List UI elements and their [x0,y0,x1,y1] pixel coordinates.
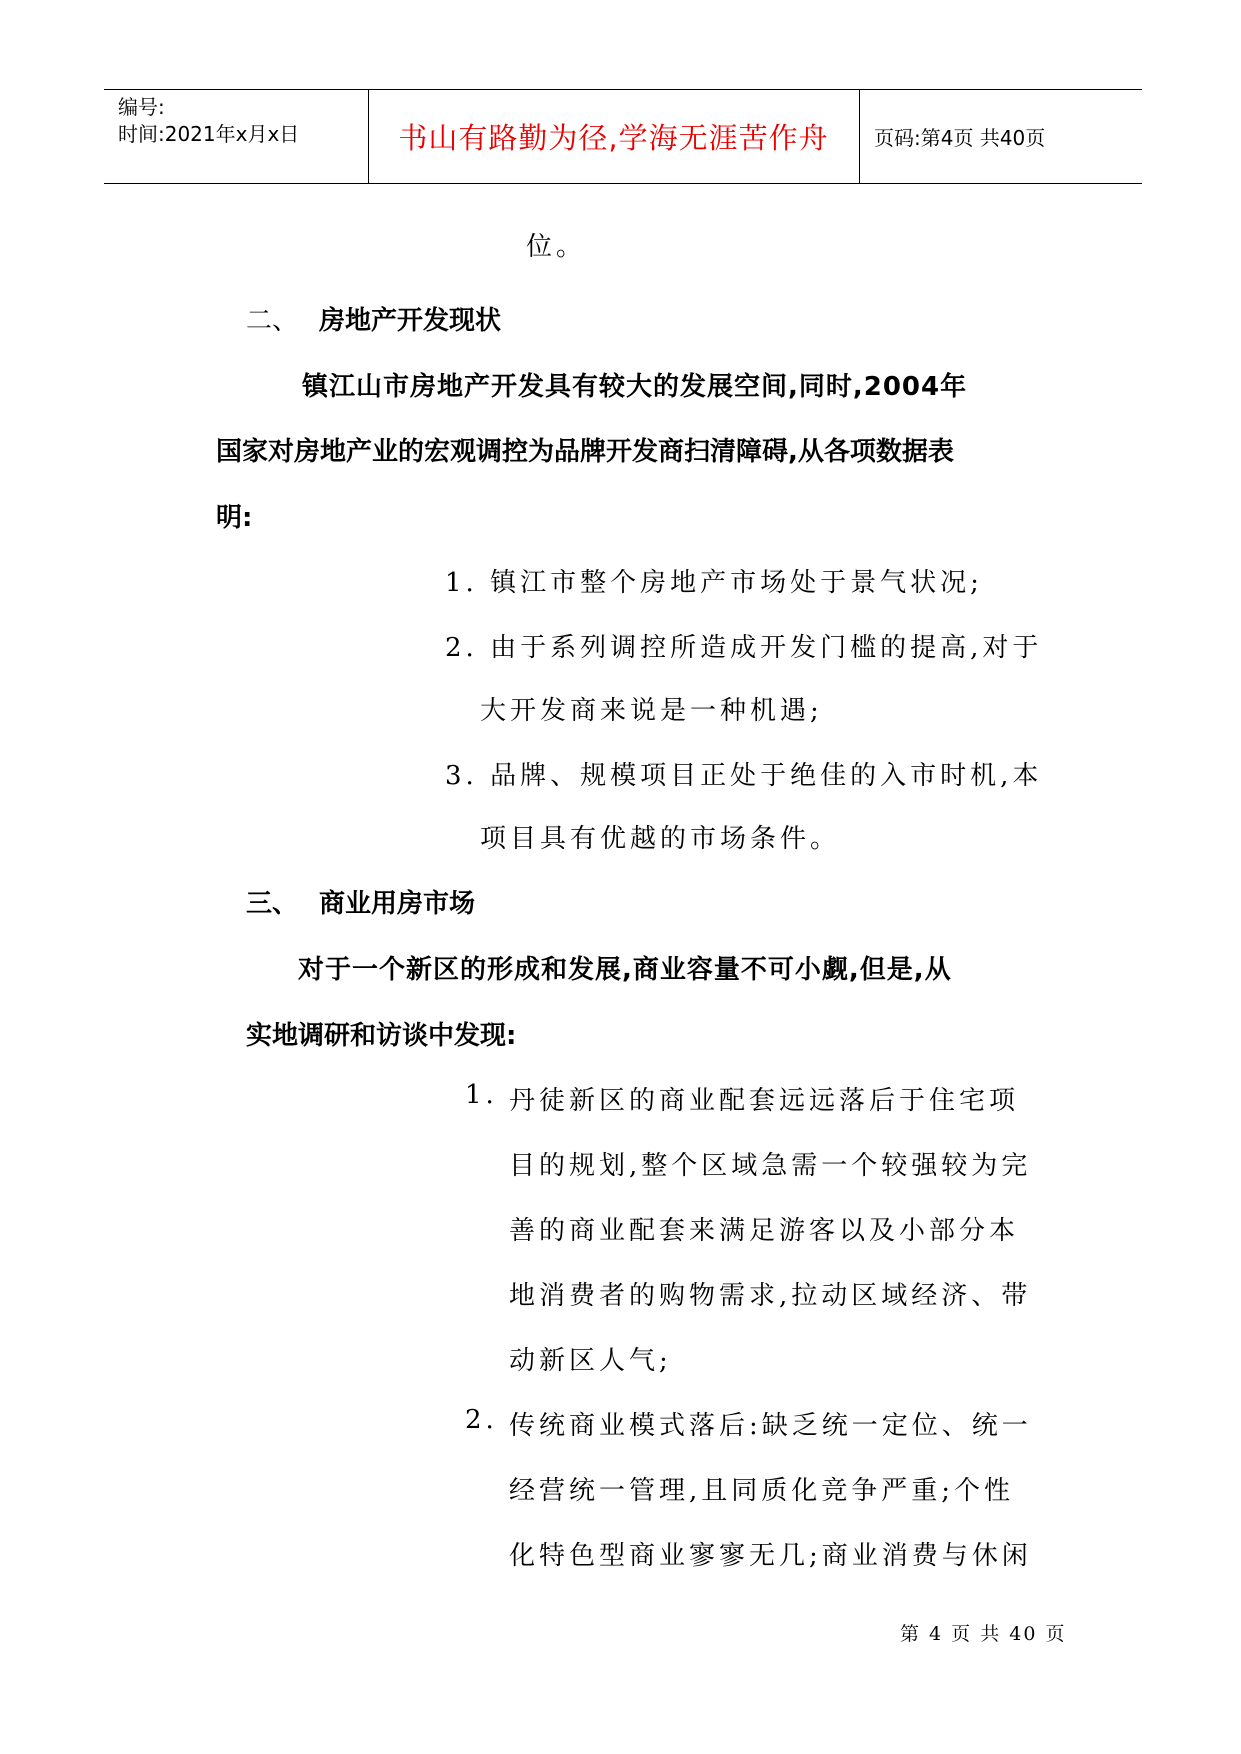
list-item-continuation: 项目具有优越的市场条件。 [480,824,841,854]
list-number: 1. [465,1080,498,1110]
list-item: 2. 由于系列调控所造成开发门槛的提高,对于 [445,633,1043,663]
header-motto: 书山有路勤为径,学海无涯苦作舟 [398,121,829,155]
page-header [104,89,1142,184]
list-item-continuation: 善的商业配套来满足游客以及小部分本 [509,1216,1020,1246]
page-footer: 第 4 页 共 40 页 [900,1623,1067,1645]
list-item: 3. 品牌、规模项目正处于绝佳的入市时机,本 [445,761,1043,791]
list-number: 2. [465,1405,498,1435]
header-meta [104,90,368,183]
paragraph-line: 国家对房地产业的宏观调控为品牌开发商扫清障碍,从各项数据表 [216,437,954,467]
list-item: 丹徒新区的商业配套远远落后于住宅项 [509,1086,1020,1116]
paragraph-line: 实地调研和访谈中发现: [246,1021,517,1051]
paragraph-line: 对于一个新区的形成和发展,商业容量不可小觑,但是,从 [298,955,952,985]
list-item-continuation: 动新区人气; [509,1346,672,1376]
list-item-continuation: 目的规划,整个区域急需一个较强较为完 [509,1151,1032,1181]
paragraph-line: 镇江山市房地产开发具有较大的发展空间,同时,2004年 [302,372,968,402]
list-item-continuation: 经营统一管理,且同质化竞争严重;个性 [509,1476,1015,1506]
number-label: 编号: [118,95,165,119]
section-title: 商业用房市场 [319,889,476,919]
section-marker: 二、 [246,306,299,336]
list-item: 传统商业模式落后:缺乏统一定位、统一 [509,1411,1032,1441]
header-page-info: 页码:第4页 共40页 [874,126,1046,150]
list-item-continuation: 地消费者的购物需求,拉动区域经济、带 [509,1281,1032,1311]
list-item-continuation: 化特色型商业寥寥无几;商业消费与休闲 [509,1541,1032,1571]
paragraph-line: 明: [216,503,253,533]
section-title: 房地产开发现状 [319,306,502,336]
date-label: 时间:2021年x月x日 [118,122,300,146]
list-item: 1. 镇江市整个房地产市场处于景气状况; [445,568,983,598]
text-fragment: 位。 [526,232,587,262]
section-marker: 三、 [246,889,299,919]
list-item-continuation: 大开发商来说是一种机遇; [480,696,823,726]
